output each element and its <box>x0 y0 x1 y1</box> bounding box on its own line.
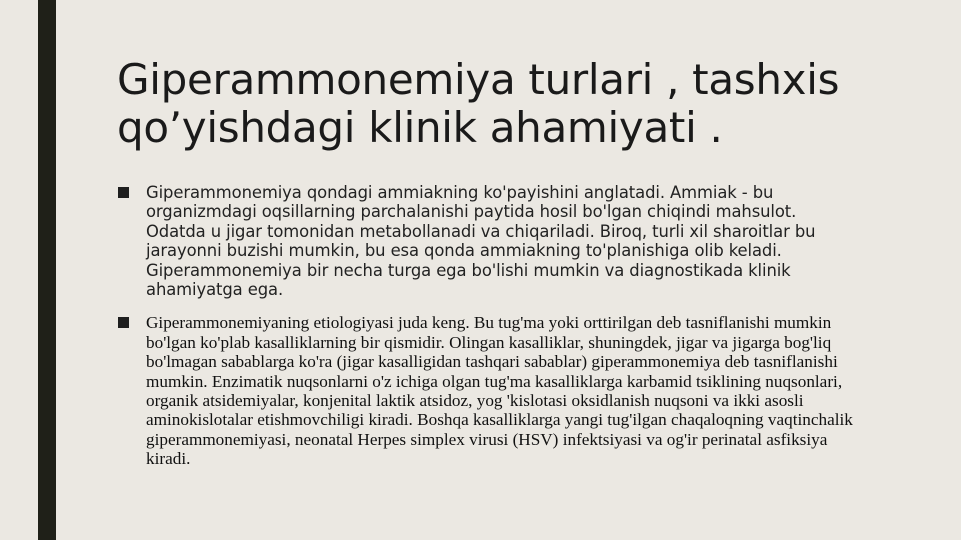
slide-title <box>117 56 917 152</box>
bullet-item <box>117 313 857 468</box>
bullet-list <box>117 183 857 469</box>
slide-title-line-2: qo’yishdagi klinik ahamiyati . <box>117 103 723 152</box>
square-bullet-icon <box>118 187 129 198</box>
bullet-item <box>117 183 857 299</box>
square-bullet-icon <box>118 317 129 328</box>
slide-title-line-1: Giperammonemiya turlari , tashxis <box>117 55 840 104</box>
accent-bar <box>38 0 56 540</box>
bullet-text: Giperammonemiyaning etiologiyasi juda keng. Bu tug'ma yoki orttirilgan deb tasniflanishi mumkin bo'lgan ko'plab kasalliklarning bir qismidir. Olingan kasalliklar, shuningdek, jigar va jigarga bog'liq bo'lmagan sabablarga ko'ra (jigar kasalligidan tashqari sabablar) giperammonemiya deb tasniflanishi mumkin. Enzimatik nuqsonlarni o'z ichiga olgan tug'ma kasalliklarga karbamid tsiklining nuqsonlari, organik atsidemiyalar, konjenital laktik atsidoz, yog 'kislotasi oksidlanish nuqsoni va ikki asosli aminokislotalar etishmovchiligi kiradi. Boshqa kasalliklarga yangi tug'ilgan chaqaloqning vaqtinchalik giperammonemiyasi, neonatal Herpes simplex virusi (HSV) infektsiyasi va og'ir perinatal asfiksiya kiradi. <box>146 313 853 469</box>
bullet-text: Giperammonemiya qondagi ammiakning ko'payishini anglatadi. Ammiak - bu organizmdagi oqsillarning parchalanishi paytida hosil bo'lgan chiqindi mahsulot. Odatda u jigar tomonidan metabollanadi va chiqariladi. Biroq, turli xil sharoitlar bu jarayonni buzishi mumkin, bu esa qonda ammiakning to'planishiga olib keladi. Giperammonemiya bir necha turga ega bo'lishi mumkin va diagnostikada klinik ahamiyatga ega. <box>146 183 816 300</box>
